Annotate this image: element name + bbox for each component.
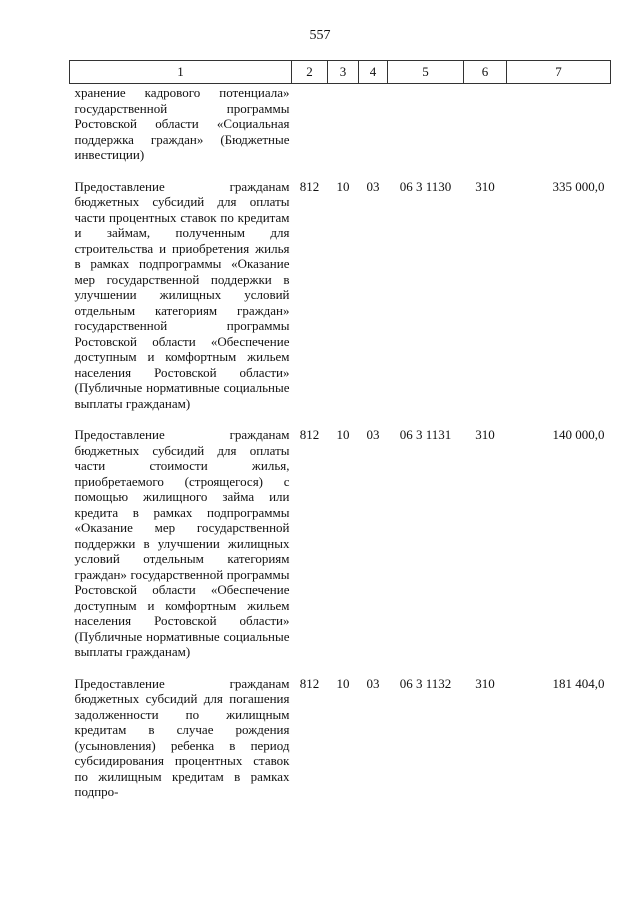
- header-col-4: 4: [359, 61, 388, 84]
- row-description: Предоставление гражданам бюджетных субсидий для погашения задолженности по жилищным кредитам в случае рождения (усыновления) ребенка в период субсидирования процентных ставок по жилищным кредитам в рамках подпро-: [74, 675, 290, 799]
- row-target-article: 06 3 1131: [399, 427, 452, 442]
- header-col-7: 7: [507, 61, 611, 84]
- row-subsection: 03: [366, 427, 380, 442]
- table-row: [70, 179, 611, 428]
- row-expense-type: 310: [475, 178, 495, 194]
- row-section: 10: [336, 427, 350, 442]
- header-col-6: 6: [464, 61, 507, 84]
- header-col-1: 1: [70, 61, 292, 84]
- row-description: Предоставление гражданам бюджетных субсидий для оплаты части стоимости жилья, приобретаемого (строящегося) с помощью жилищного займа или кредита в рамках подпрограммы «Оказание мер государственной поддержки в улучшении жилищных условий отдельным категориям граждан» государственной программы Ростовской области «Обеспечение доступным и комфортным жильем населения Ростовской области» (Публичные нормативные социальные выплаты гражданам): [74, 427, 290, 659]
- table-row: [70, 427, 611, 676]
- header-row: [70, 61, 611, 84]
- row-ministry-code: 812: [299, 427, 320, 442]
- row-amount: 335 000,0: [552, 178, 605, 194]
- row-section: 10: [336, 178, 350, 194]
- header-col-3: 3: [328, 61, 359, 84]
- row-ministry-code: 812: [299, 178, 320, 194]
- row-subsection: 03: [366, 675, 380, 691]
- row-ministry-code: 812: [299, 675, 320, 691]
- row-amount: 140 000,0: [552, 427, 605, 442]
- header-col-5: 5: [388, 61, 464, 84]
- budget-table: [69, 60, 611, 816]
- row-section: 10: [336, 675, 350, 691]
- table-row: [70, 676, 611, 816]
- page-number: 557: [309, 28, 331, 43]
- header-col-2: 2: [292, 61, 328, 84]
- row-subsection: 03: [366, 178, 380, 194]
- continuation-description: хранение кадрового потенциала» государственной программы Ростовской области «Социальная поддержка граждан» (Бюджетные инвестиции): [74, 85, 290, 162]
- row-expense-type: 310: [475, 427, 495, 442]
- row-expense-type: 310: [475, 675, 495, 691]
- row-target-article: 06 3 1130: [399, 178, 452, 194]
- table-body: [70, 84, 611, 816]
- table-header: [70, 61, 611, 84]
- row-description: Предоставление гражданам бюджетных субсидий для оплаты части процентных ставок по кредитам и займам, полученным для строительства и приобретения жилья в рамках подпрограммы «Оказание мер государственной поддержки в улучшении жилищных условий отдельным категориям граждан» государственной программы Ростовской области «Обеспечение доступным и комфортным жильем населения Ростовской области» (Публичные нормативные социальные выплаты гражданам): [74, 178, 290, 411]
- table-row-continuation: [70, 84, 611, 179]
- row-amount: 181 404,0: [552, 675, 605, 691]
- row-target-article: 06 3 1132: [399, 675, 452, 691]
